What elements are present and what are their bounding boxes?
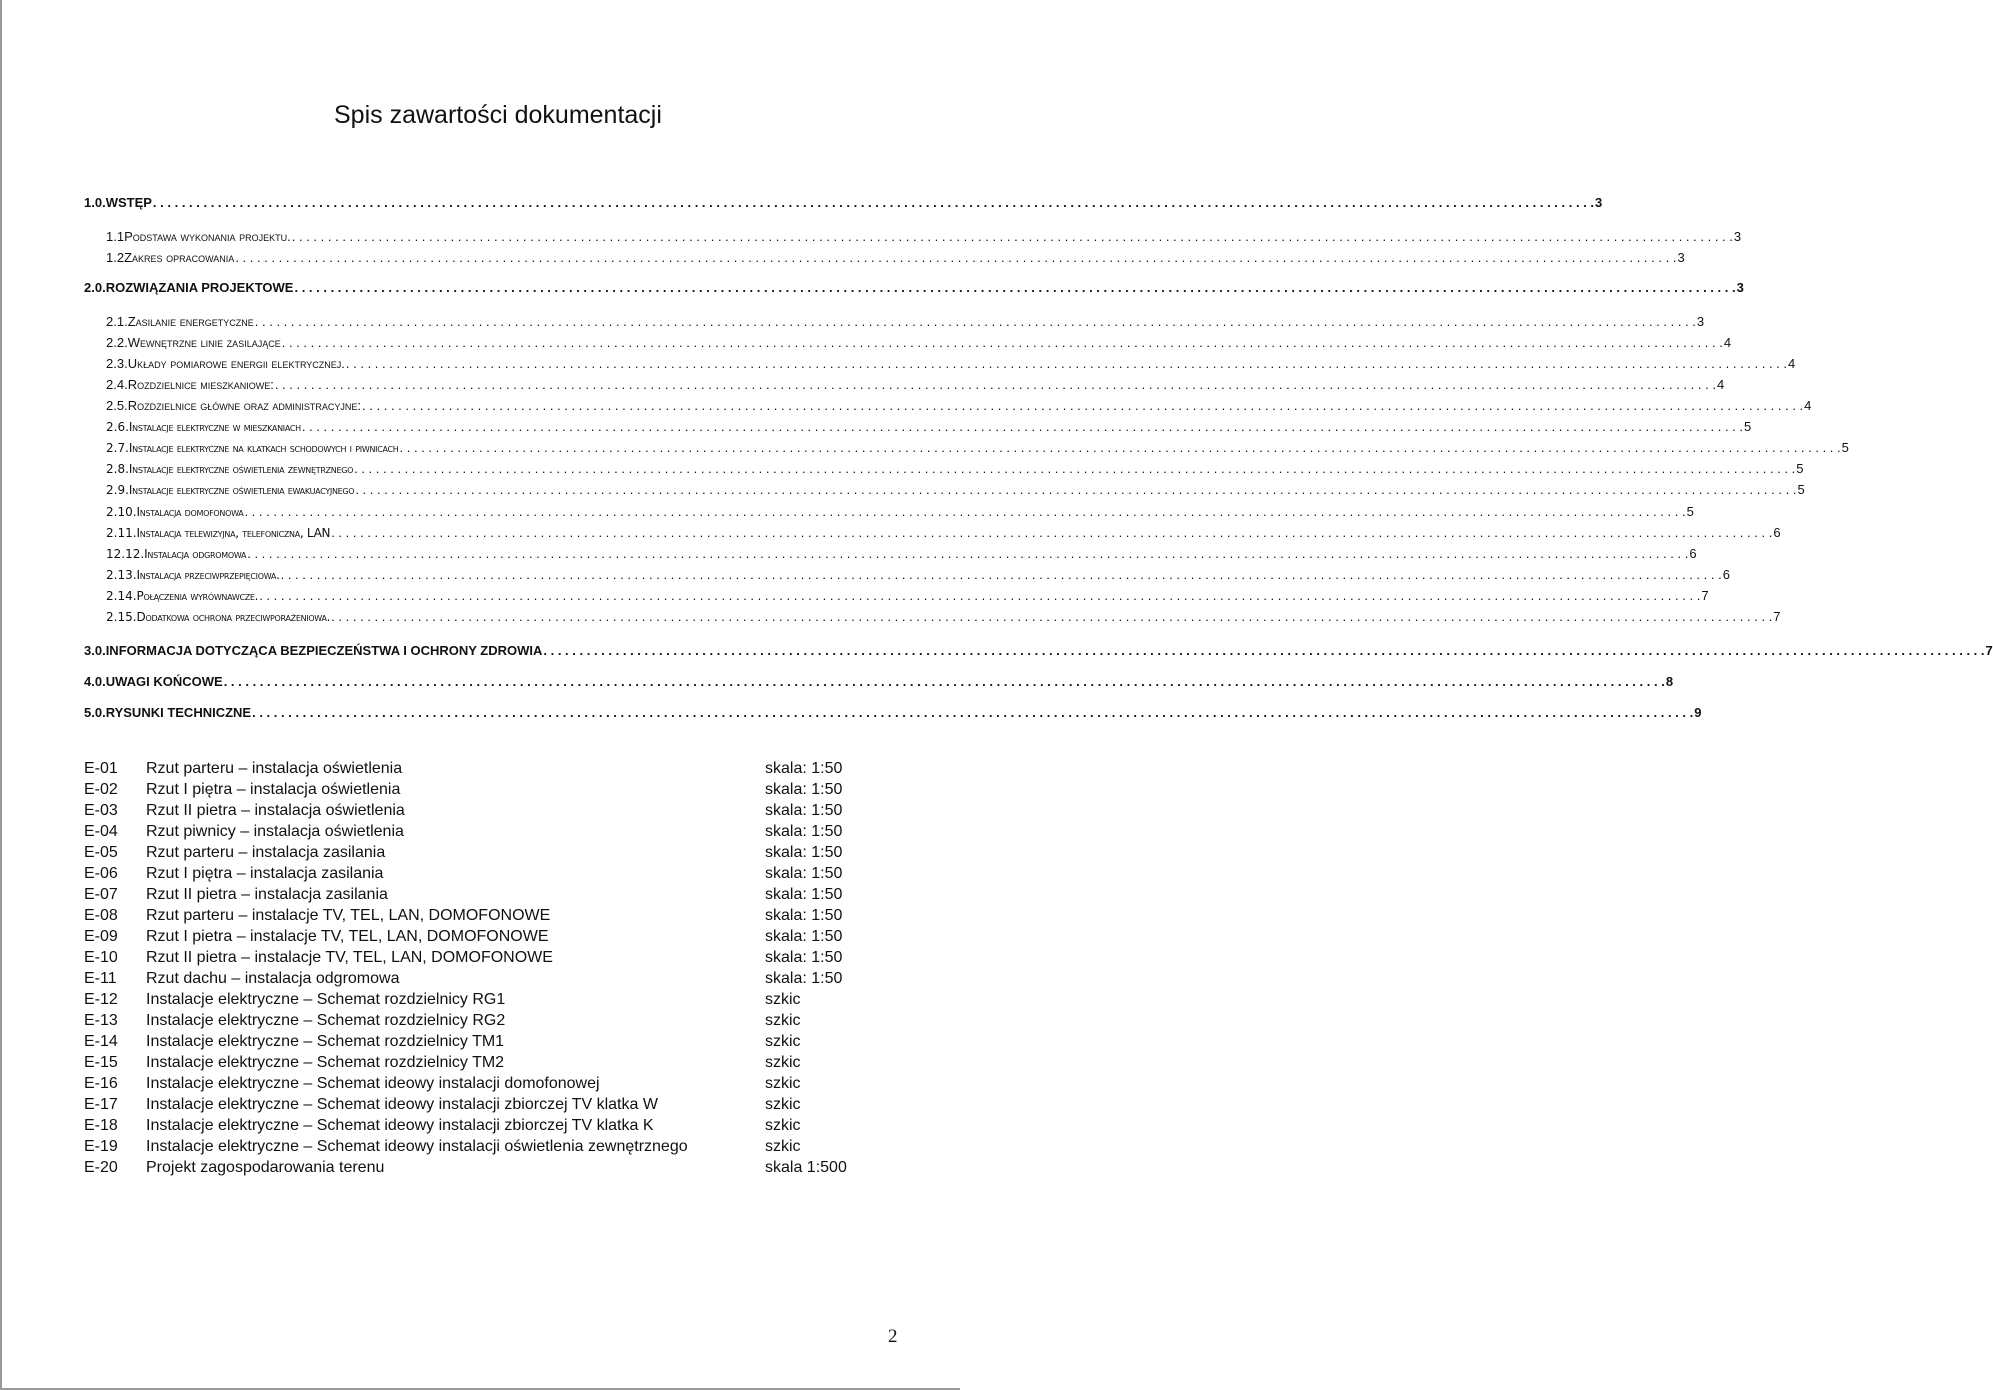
toc-entry-page: 6	[1689, 546, 1697, 561]
toc-entry-label: Instalacje elektryczne w mieszkaniach	[128, 420, 301, 434]
toc-entry-number: 2.15.	[106, 610, 137, 624]
drawing-description: Instalacje elektryczne – Schemat rozdzielnicy RG2	[146, 1012, 506, 1029]
toc-entry-number: 2.0.	[84, 280, 106, 295]
toc-entry[interactable]	[106, 376, 1725, 394]
toc-leader-dots: . . . . . . . . . . . . . . . . . . . . . . . . . . . . . . . . . . . . . . . . . . . . . . . . . . . . . . . . . . . . . . . . . . . . . . . . . . . . . . . . . . . . . . . . . . . . . . . . . . . . . . . . . . . . . . . . . . . . . . . . . . . . . . . . . . . . . . . . . . . . . . . . . . . . . . . . . . . . . . . . . . . . . . . . . . . . . . . . . . . . . . . . . . . . . . . . . . . . . . . .	[274, 377, 1716, 392]
toc-entry-number: 2.11.	[106, 526, 137, 540]
toc-entry-page: 3	[1733, 229, 1742, 244]
drawing-scale: skala: 1:50	[765, 886, 843, 903]
toc-entry-label: ROZWIĄZANIA PROJEKTOWE	[105, 280, 294, 295]
toc-entry-label: Wewnętrzne linie zasilające	[127, 335, 281, 350]
drawing-row	[84, 1033, 884, 1054]
drawing-row	[84, 1012, 884, 1033]
drawing-row	[84, 949, 884, 970]
drawing-row	[84, 865, 884, 886]
toc-entry-label: Zasilanie energetyczne	[127, 314, 254, 329]
toc-entry-number: 2.4.	[106, 377, 128, 392]
toc-entry[interactable]	[106, 460, 1804, 478]
toc-entry-page: 5	[1686, 504, 1694, 519]
toc-entry-page: 4	[1723, 335, 1732, 350]
drawing-scale: skala: 1:50	[765, 823, 843, 840]
toc-entry-page: 3	[1736, 280, 1744, 295]
toc-entry[interactable]	[106, 418, 1752, 436]
drawing-row	[84, 1054, 884, 1075]
drawing-description: Instalacje elektryczne – Schemat ideowy instalacji oświetlenia zewnętrznego	[146, 1138, 688, 1155]
drawing-row	[84, 970, 884, 991]
toc-entry[interactable]	[106, 355, 1796, 373]
toc-entry-label: Instalacje elektryczne oświetlenia zewnętrznego	[128, 462, 354, 476]
drawing-scale: szkic	[765, 1138, 801, 1155]
toc-entry[interactable]	[106, 503, 1694, 521]
drawing-code: E-09	[84, 928, 118, 945]
toc-entry-page: 5	[1841, 440, 1849, 455]
toc-entry-page: 4	[1804, 398, 1812, 413]
toc-entry[interactable]	[106, 587, 1709, 605]
toc-entry-label: Układy pomiarowe energii elektrycznej.	[127, 356, 345, 371]
page-title: Spis zawartości dokumentacji	[334, 100, 662, 129]
toc-entry-number: 2.2.	[106, 335, 128, 350]
drawing-row	[84, 907, 884, 928]
drawing-scale: szkic	[765, 1075, 801, 1092]
toc-entry-label: Instalacja domofonowa	[136, 505, 244, 519]
drawing-description: Rzut I piętra – instalacja zasilania	[146, 865, 384, 882]
toc-entry[interactable]	[106, 545, 1697, 563]
drawing-description: Rzut parteru – instalacja zasilania	[146, 844, 386, 861]
toc-leader-dots: . . . . . . . . . . . . . . . . . . . . . . . . . . . . . . . . . . . . . . . . . . . . . . . . . . . . . . . . . . . . . . . . . . . . . . . . . . . . . . . . . . . . . . . . . . . . . . . . . . . . . . . . . . . . . . . . . . . . . . . . . . . . . . . . . . . . . . . . . . . . . . . . . . . . . . . . . . . . . . . . . . . . . . . . . . . . . . . . . . . . . . . . . . . . . . . . . . . . . . . .	[291, 229, 1733, 244]
toc-entry-number: 2.3.	[106, 356, 128, 371]
toc-entry-number: 2.7.	[106, 441, 129, 455]
toc-entry-label: RYSUNKI TECHNICZNE	[105, 705, 252, 720]
drawing-description: Projekt zagospodarowania terenu	[146, 1159, 385, 1176]
drawing-scale: skala: 1:50	[765, 781, 843, 798]
page-border-left	[0, 0, 2, 1390]
toc-entry[interactable]	[106, 334, 1732, 352]
toc-leader-dots: . . . . . . . . . . . . . . . . . . . . . . . . . . . . . . . . . . . . . . . . . . . . . . . . . . . . . . . . . . . . . . . . . . . . . . . . . . . . . . . . . . . . . . . . . . . . . . . . . . . . . . . . . . . . . . . . . . . . . . . . . . . . . . . . . . . . . . . . . . . . . . . . . . . . . . . . . . . . . . . . . . . . . . . . . . . . . . . . . . . . . . . . . . . . . . . . . . . . . . . .	[254, 314, 1696, 329]
toc-entry-number: 2.10.	[106, 505, 137, 519]
toc-entry-page: 5	[1796, 461, 1804, 476]
drawing-code: E-13	[84, 1012, 118, 1029]
toc-entry[interactable]	[106, 566, 1730, 584]
toc-entry-label: Instalacje elektryczne oświetlenia ewakuacyjnego	[128, 483, 355, 497]
toc-entry-number: 2.1.	[106, 314, 128, 329]
drawing-row	[84, 991, 884, 1012]
page-number: 2	[888, 1326, 898, 1347]
drawing-scale: skala: 1:50	[765, 949, 843, 966]
toc-entry-number: 1.2	[106, 250, 125, 265]
toc-leader-dots: . . . . . . . . . . . . . . . . . . . . . . . . . . . . . . . . . . . . . . . . . . . . . . . . . . . . . . . . . . . . . . . . . . . . . . . . . . . . . . . . . . . . . . . . . . . . . . . . . . . . . . . . . . . . . . . . . . . . . . . . . . . . . . . . . . . . . . . . . . . . . . . . . . . . . . . . . . . . . . . . . . . . . . . . . . . . . . . . . . . . . . . . . . . . . . . . . . . . . . . .	[301, 419, 1744, 434]
toc-entry-page: 9	[1694, 705, 1702, 720]
drawing-description: Rzut II pietra – instalacja oświetlenia	[146, 802, 405, 819]
drawing-scale: szkic	[765, 1096, 801, 1113]
drawing-code: E-20	[84, 1159, 118, 1176]
toc-entry-number: 2.6.	[106, 420, 129, 434]
drawing-code: E-05	[84, 844, 118, 861]
drawing-code: E-15	[84, 1054, 118, 1071]
toc-entry[interactable]	[84, 194, 1603, 212]
drawing-description: Instalacje elektryczne – Schemat ideowy instalacji zbiorczej TV klatka K	[146, 1117, 654, 1134]
drawing-code: E-18	[84, 1117, 118, 1134]
toc-entry-page: 3	[1595, 195, 1603, 210]
drawing-description: Instalacje elektryczne – Schemat rozdzielnicy TM1	[146, 1033, 505, 1050]
drawing-scale: skala: 1:50	[765, 844, 843, 861]
toc-leader-dots: . . . . . . . . . . . . . . . . . . . . . . . . . . . . . . . . . . . . . . . . . . . . . . . . . . . . . . . . . . . . . . . . . . . . . . . . . . . . . . . . . . . . . . . . . . . . . . . . . . . . . . . . . . . . . . . . . . . . . . . . . . . . . . . . . . . . . . . . . . . . . . . . . . . . . . . . . . . . . . . . . . . . . . . . . . . . . . . . . . . . . . . . . . . . . . . . . . . . . . . .	[399, 440, 1841, 455]
toc-entry-label: Rozdzielnice główne oraz administracyjne:	[127, 398, 362, 413]
drawing-code: E-01	[84, 760, 118, 777]
toc-entry-number: 12.12.	[106, 547, 145, 561]
drawing-code: E-04	[84, 823, 118, 840]
drawing-code: E-07	[84, 886, 118, 903]
drawing-row	[84, 1117, 884, 1138]
toc-entry[interactable]	[106, 397, 1812, 415]
toc-entry[interactable]	[84, 642, 1993, 660]
toc-entry-label: Zakres opracowania	[124, 250, 235, 265]
toc-entry-label: Podstawa wykonania projektu.	[124, 229, 291, 244]
drawing-description: Rzut dachu – instalacja odgromowa	[146, 970, 400, 987]
toc-entry-page: 6	[1773, 525, 1781, 540]
drawing-scale: szkic	[765, 1012, 801, 1029]
drawing-scale: skala 1:500	[765, 1159, 847, 1176]
drawing-row	[84, 823, 884, 844]
toc-entry[interactable]	[106, 481, 1805, 499]
drawing-description: Rzut I piętra – instalacja oświetlenia	[146, 781, 401, 798]
drawing-row	[84, 781, 884, 802]
drawing-description: Rzut parteru – instalacja oświetlenia	[146, 760, 403, 777]
toc-entry[interactable]	[106, 524, 1781, 542]
drawing-scale: szkic	[765, 991, 801, 1008]
toc-entry[interactable]	[84, 279, 1744, 297]
toc-entry-page: 3	[1696, 314, 1705, 329]
toc-entry-page: 7	[1701, 588, 1709, 603]
drawing-code: E-06	[84, 865, 118, 882]
toc-leader-dots: . . . . . . . . . . . . . . . . . . . . . . . . . . . . . . . . . . . . . . . . . . . . . . . . . . . . . . . . . . . . . . . . . . . . . . . . . . . . . . . . . . . . . . . . . . . . . . . . . . . . . . . . . . . . . . . . . . . . . . . . . . . . . . . . . . . . . . . . . . . . . . . . . . . . . . . . . . . . . . . . . . . . . . . . . . . . . . . . . . . . . . . . . . . . . . . . . . . . . . . .	[244, 504, 1686, 519]
drawing-row	[84, 886, 884, 907]
drawing-description: Rzut piwnicy – instalacja oświetlenia	[146, 823, 404, 840]
toc-entry-page: 3	[1677, 250, 1685, 265]
toc-leader-dots: . . . . . . . . . . . . . . . . . . . . . . . . . . . . . . . . . . . . . . . . . . . . . . . . . . . . . . . . . . . . . . . . . . . . . . . . . . . . . . . . . . . . . . . . . . . . . . . . . . . . . . . . . . . . . . . . . . . . . . . . . . . . . . . . . . . . . . . . . . . . . . . . . . . . . . . . . . . . . . . . . . . . . . . . . . . . . . . . . . . . . . . . . . . . . . . . . . . . . . . .	[355, 482, 1797, 497]
drawing-code: E-19	[84, 1138, 118, 1155]
drawing-description: Instalacje elektryczne – Schemat rozdzielnicy RG1	[146, 991, 506, 1008]
drawing-code: E-11	[84, 970, 117, 987]
drawing-scale: skala: 1:50	[765, 802, 843, 819]
drawing-code: E-12	[84, 991, 118, 1008]
toc-entry-page: 4	[1788, 356, 1796, 371]
toc-entry-label: Dodatkowa ochrona przeciwporażeniowa.	[136, 610, 331, 624]
drawing-scale: skala: 1:50	[765, 970, 843, 987]
drawing-description: Instalacje elektryczne – Schemat ideowy instalacji domofonowej	[146, 1075, 600, 1092]
drawing-scale: szkic	[765, 1054, 801, 1071]
drawing-code: E-17	[84, 1096, 118, 1113]
toc-entry[interactable]	[84, 673, 1674, 691]
toc-leader-dots: . . . . . . . . . . . . . . . . . . . . . . . . . . . . . . . . . . . . . . . . . . . . . . . . . . . . . . . . . . . . . . . . . . . . . . . . . . . . . . . . . . . . . . . . . . . . . . . . . . . . . . . . . . . . . . . . . . . . . . . . . . . . . . . . . . . . . . . . . . . . . . . . . . . . . . . . . . . . . . . . . . . . . . . . . . . . . . . . . . . . . . . . . . . . . . . . . . . . . . . .	[345, 356, 1788, 371]
toc-entry-label: Połączenia wyrównawcze.	[136, 589, 259, 603]
toc-leader-dots: . . . . . . . . . . . . . . . . . . . . . . . . . . . . . . . . . . . . . . . . . . . . . . . . . . . . . . . . . . . . . . . . . . . . . . . . . . . . . . . . . . . . . . . . . . . . . . . . . . . . . . . . . . . . . . . . . . . . . . . . . . . . . . . . . . . . . . . . . . . . . . . . . . . . . . . . . . . . . . . . . . . . . . . . . . . . . . . . . . . . . . . . . . . . . . . . . . . . . . . .	[259, 588, 1701, 603]
toc-entry-label: Rozdzielnice mieszkaniowe:	[127, 377, 274, 392]
drawing-row	[84, 1138, 884, 1159]
drawing-description: Rzut I pietra – instalacje TV, TEL, LAN, DOMOFONOWE	[146, 928, 549, 945]
toc-entry-label: INFORMACJA DOTYCZĄCA BEZPIECZEŃSTWA I OCHRONY ZDROWIA	[105, 643, 543, 658]
toc-entry-page: 5	[1744, 419, 1752, 434]
drawing-description: Instalacje elektryczne – Schemat rozdzielnicy TM2	[146, 1054, 505, 1071]
toc-entry-number: 1.1	[106, 229, 125, 244]
toc-entry[interactable]	[106, 439, 1849, 457]
drawing-description: Instalacje elektryczne – Schemat ideowy instalacji zbiorczej TV klatka W	[146, 1096, 658, 1113]
toc-entry-number: 3.0.	[84, 643, 106, 658]
toc-entry-label: Instalacja telewizyjna, telefoniczna, LAN	[136, 526, 331, 540]
toc-entry[interactable]	[106, 608, 1781, 626]
toc-leader-dots: . . . . . . . . . . . . . . . . . . . . . . . . . . . . . . . . . . . . . . . . . . . . . . . . . . . . . . . . . . . . . . . . . . . . . . . . . . . . . . . . . . . . . . . . . . . . . . . . . . . . . . . . . . . . . . . . . . . . . . . . . . . . . . . . . . . . . . . . . . . . . . . . . . . . . . . . . . . . . . . . . . . . . . . . . . . . . . . . . . . . . . . . . . . . . . . . . . . . . . . .	[252, 705, 1694, 720]
toc-leader-dots: . . . . . . . . . . . . . . . . . . . . . . . . . . . . . . . . . . . . . . . . . . . . . . . . . . . . . . . . . . . . . . . . . . . . . . . . . . . . . . . . . . . . . . . . . . . . . . . . . . . . . . . . . . . . . . . . . . . . . . . . . . . . . . . . . . . . . . . . . . . . . . . . . . . . . . . . . . . . . . . . . . . . . . . . . . . . . . . . . . . . . . . . . . . . . . . . . . . . . . . .	[247, 546, 1689, 561]
toc-entry-label: Instalacja przeciwprzepięciowa.	[136, 568, 280, 582]
drawing-code: E-14	[84, 1033, 118, 1050]
drawing-description: Rzut II pietra – instalacja zasilania	[146, 886, 388, 903]
drawing-row	[84, 760, 884, 781]
drawing-scale: skala: 1:50	[765, 865, 843, 882]
toc-entry-number: 1.0.	[84, 195, 106, 210]
toc-leader-dots: . . . . . . . . . . . . . . . . . . . . . . . . . . . . . . . . . . . . . . . . . . . . . . . . . . . . . . . . . . . . . . . . . . . . . . . . . . . . . . . . . . . . . . . . . . . . . . . . . . . . . . . . . . . . . . . . . . . . . . . . . . . . . . . . . . . . . . . . . . . . . . . . . . . . . . . . . . . . . . . . . . . . . . . . . . . . . . . . . . . . . . . . . . . . . . . . . . . . . . . .	[235, 250, 1677, 265]
toc-entry-label: UWAGI KOŃCOWE	[105, 674, 223, 689]
toc-leader-dots: . . . . . . . . . . . . . . . . . . . . . . . . . . . . . . . . . . . . . . . . . . . . . . . . . . . . . . . . . . . . . . . . . . . . . . . . . . . . . . . . . . . . . . . . . . . . . . . . . . . . . . . . . . . . . . . . . . . . . . . . . . . . . . . . . . . . . . . . . . . . . . . . . . . . . . . . . . . . . . . . . . . . . . . . . . . . . . . . . . . . . . . . . . . . . . . . . . . . . . . .	[331, 609, 1773, 624]
toc-entry-page: 5	[1797, 482, 1805, 497]
toc-entry-number: 4.0.	[84, 674, 106, 689]
drawing-code: E-02	[84, 781, 118, 798]
drawing-row	[84, 928, 884, 949]
drawing-code: E-03	[84, 802, 118, 819]
drawing-scale: skala: 1:50	[765, 907, 843, 924]
toc-entry-label: WSTĘP	[105, 195, 152, 210]
toc-entry[interactable]	[106, 313, 1705, 331]
toc-leader-dots: . . . . . . . . . . . . . . . . . . . . . . . . . . . . . . . . . . . . . . . . . . . . . . . . . . . . . . . . . . . . . . . . . . . . . . . . . . . . . . . . . . . . . . . . . . . . . . . . . . . . . . . . . . . . . . . . . . . . . . . . . . . . . . . . . . . . . . . . . . . . . . . . . . . . . . . . . . . . . . . . . . . . . . . . . . . . . . . . . . . . . . . . . . . . . . . . . . . . . . . .	[223, 674, 1665, 689]
toc-entry-number: 2.8.	[106, 462, 129, 476]
toc-entry[interactable]	[84, 704, 1702, 722]
toc-leader-dots: . . . . . . . . . . . . . . . . . . . . . . . . . . . . . . . . . . . . . . . . . . . . . . . . . . . . . . . . . . . . . . . . . . . . . . . . . . . . . . . . . . . . . . . . . . . . . . . . . . . . . . . . . . . . . . . . . . . . . . . . . . . . . . . . . . . . . . . . . . . . . . . . . . . . . . . . . . . . . . . . . . . . . . . . . . . . . . . . . . . . . . . . . . . . . . . . . . . . . . . .	[280, 567, 1722, 582]
toc-leader-dots: . . . . . . . . . . . . . . . . . . . . . . . . . . . . . . . . . . . . . . . . . . . . . . . . . . . . . . . . . . . . . . . . . . . . . . . . . . . . . . . . . . . . . . . . . . . . . . . . . . . . . . . . . . . . . . . . . . . . . . . . . . . . . . . . . . . . . . . . . . . . . . . . . . . . . . . . . . . . . . . . . . . . . . . . . . . . . . . . . . . . . . . . . . . . . . . . . . . . . . . .	[294, 280, 1736, 295]
toc-entry-page: 7	[1773, 609, 1781, 624]
drawing-row	[84, 844, 884, 865]
drawing-code: E-16	[84, 1075, 118, 1092]
toc-entry-number: 2.13.	[106, 568, 137, 582]
toc-entry[interactable]	[106, 249, 1685, 267]
toc-entry-label: Instalacje elektryczne na klatkach schodowych i piwnicach	[128, 441, 399, 455]
drawing-scale: szkic	[765, 1033, 801, 1050]
drawing-scale: skala: 1:50	[765, 760, 843, 777]
toc-leader-dots: . . . . . . . . . . . . . . . . . . . . . . . . . . . . . . . . . . . . . . . . . . . . . . . . . . . . . . . . . . . . . . . . . . . . . . . . . . . . . . . . . . . . . . . . . . . . . . . . . . . . . . . . . . . . . . . . . . . . . . . . . . . . . . . . . . . . . . . . . . . . . . . . . . . . . . . . . . . . . . . . . . . . . . . . . . . . . . . . . . . . . . . . . . . . . . . . . . . . . . . .	[152, 195, 1595, 210]
drawing-code: E-08	[84, 907, 118, 924]
drawing-scale: szkic	[765, 1117, 801, 1134]
toc-leader-dots: . . . . . . . . . . . . . . . . . . . . . . . . . . . . . . . . . . . . . . . . . . . . . . . . . . . . . . . . . . . . . . . . . . . . . . . . . . . . . . . . . . . . . . . . . . . . . . . . . . . . . . . . . . . . . . . . . . . . . . . . . . . . . . . . . . . . . . . . . . . . . . . . . . . . . . . . . . . . . . . . . . . . . . . . . . . . . . . . . . . . . . . . . . . . . . . . . . . . . . . .	[362, 398, 1804, 413]
drawing-description: Rzut II pietra – instalacje TV, TEL, LAN, DOMOFONOWE	[146, 949, 553, 966]
toc-leader-dots: . . . . . . . . . . . . . . . . . . . . . . . . . . . . . . . . . . . . . . . . . . . . . . . . . . . . . . . . . . . . . . . . . . . . . . . . . . . . . . . . . . . . . . . . . . . . . . . . . . . . . . . . . . . . . . . . . . . . . . . . . . . . . . . . . . . . . . . . . . . . . . . . . . . . . . . . . . . . . . . . . . . . . . . . . . . . . . . . . . . . . . . . . . . . . . . . . . . . . . . .	[331, 525, 1773, 540]
toc-leader-dots: . . . . . . . . . . . . . . . . . . . . . . . . . . . . . . . . . . . . . . . . . . . . . . . . . . . . . . . . . . . . . . . . . . . . . . . . . . . . . . . . . . . . . . . . . . . . . . . . . . . . . . . . . . . . . . . . . . . . . . . . . . . . . . . . . . . . . . . . . . . . . . . . . . . . . . . . . . . . . . . . . . . . . . . . . . . . . . . . . . . . . . . . . . . . . . . . . . . . . . . .	[543, 643, 1985, 658]
toc-entry-page: 8	[1665, 674, 1674, 689]
drawing-row	[84, 802, 884, 823]
toc-entry-page: 6	[1722, 567, 1730, 582]
drawing-scale: skala: 1:50	[765, 928, 843, 945]
toc-entry-number: 5.0.	[84, 705, 106, 720]
toc-leader-dots: . . . . . . . . . . . . . . . . . . . . . . . . . . . . . . . . . . . . . . . . . . . . . . . . . . . . . . . . . . . . . . . . . . . . . . . . . . . . . . . . . . . . . . . . . . . . . . . . . . . . . . . . . . . . . . . . . . . . . . . . . . . . . . . . . . . . . . . . . . . . . . . . . . . . . . . . . . . . . . . . . . . . . . . . . . . . . . . . . . . . . . . . . . . . . . . . . . . . . . . .	[354, 461, 1796, 476]
toc-leader-dots: . . . . . . . . . . . . . . . . . . . . . . . . . . . . . . . . . . . . . . . . . . . . . . . . . . . . . . . . . . . . . . . . . . . . . . . . . . . . . . . . . . . . . . . . . . . . . . . . . . . . . . . . . . . . . . . . . . . . . . . . . . . . . . . . . . . . . . . . . . . . . . . . . . . . . . . . . . . . . . . . . . . . . . . . . . . . . . . . . . . . . . . . . . . . . . . . . . . . . . . .	[281, 335, 1723, 350]
toc-entry-number: 2.5.	[106, 398, 128, 413]
toc-entry-label: Instalacja odgromowa	[144, 547, 247, 561]
toc-entry-page: 4	[1716, 377, 1725, 392]
drawing-row	[84, 1075, 884, 1096]
toc-entry-page: 7	[1985, 643, 1993, 658]
toc-entry[interactable]	[106, 228, 1742, 246]
drawing-row	[84, 1096, 884, 1117]
drawing-description: Rzut parteru – instalacje TV, TEL, LAN, DOMOFONOWE	[146, 907, 551, 924]
drawing-row	[84, 1159, 884, 1180]
drawing-code: E-10	[84, 949, 118, 966]
toc-entry-number: 2.14.	[106, 589, 137, 603]
toc-entry-number: 2.9.	[106, 483, 129, 497]
